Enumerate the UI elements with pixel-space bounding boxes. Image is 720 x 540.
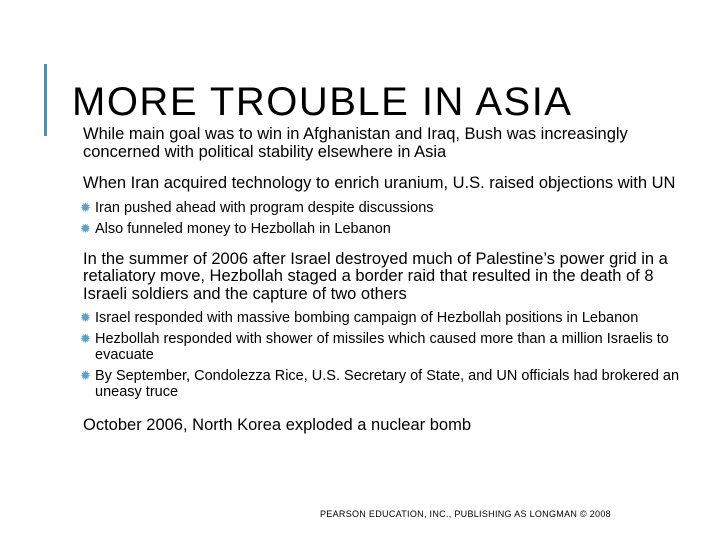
star-bullet-icon: ✹ [80,331,91,346]
sub-bullet-item: ✹ By September, Condolezza Rice, U.S. Secretary of State, and UN officials had brokered an uneasy truce [80,368,680,400]
footer-copyright: PEARSON EDUCATION, INC., PUBLISHING AS LONGMAN © 2008 [320,509,611,519]
title-accent-bar [44,64,47,136]
star-bullet-icon: ✹ [80,199,91,215]
paragraph-iran: When Iran acquired technology to enrich uranium, U.S. raised objections with UN [83,174,676,192]
star-bullet-icon: ✹ [80,368,91,383]
sub-bullet-item: ✹ Hezbollah responded with shower of missiles which caused more than a million Israelis to evacuate [80,331,669,363]
page-title: MORE TROUBLE IN ASIA [72,80,573,124]
sub-bullet-item: ✹ Israel responded with massive bombing campaign of Hezbollah positions in Lebanon [80,310,639,326]
slide-body [80,125,693,434]
sub-bullet-item: ✹ Iran pushed ahead with program despite discussions [80,199,434,216]
paragraph-hezbollah: In the summer of 2006 after Israel destroyed much of Palestine’s power grid in a retaliatory move, Hezbollah staged a border raid that resulted in the death of 8 Israeli soldiers and the capture of two others [83,249,668,303]
paragraph-north-korea: October 2006, North Korea exploded a nuclear bomb [83,416,471,434]
sub-bullet-item: ✹ Also funneled money to Hezbollah in Lebanon [80,220,391,237]
star-bullet-icon: ✹ [80,310,91,325]
star-bullet-icon: ✹ [80,220,91,236]
paragraph-afghanistan-iraq: While main goal was to win in Afghanistan and Iraq, Bush was increasingly concerned with political stability elsewhere in Asia [83,125,628,161]
